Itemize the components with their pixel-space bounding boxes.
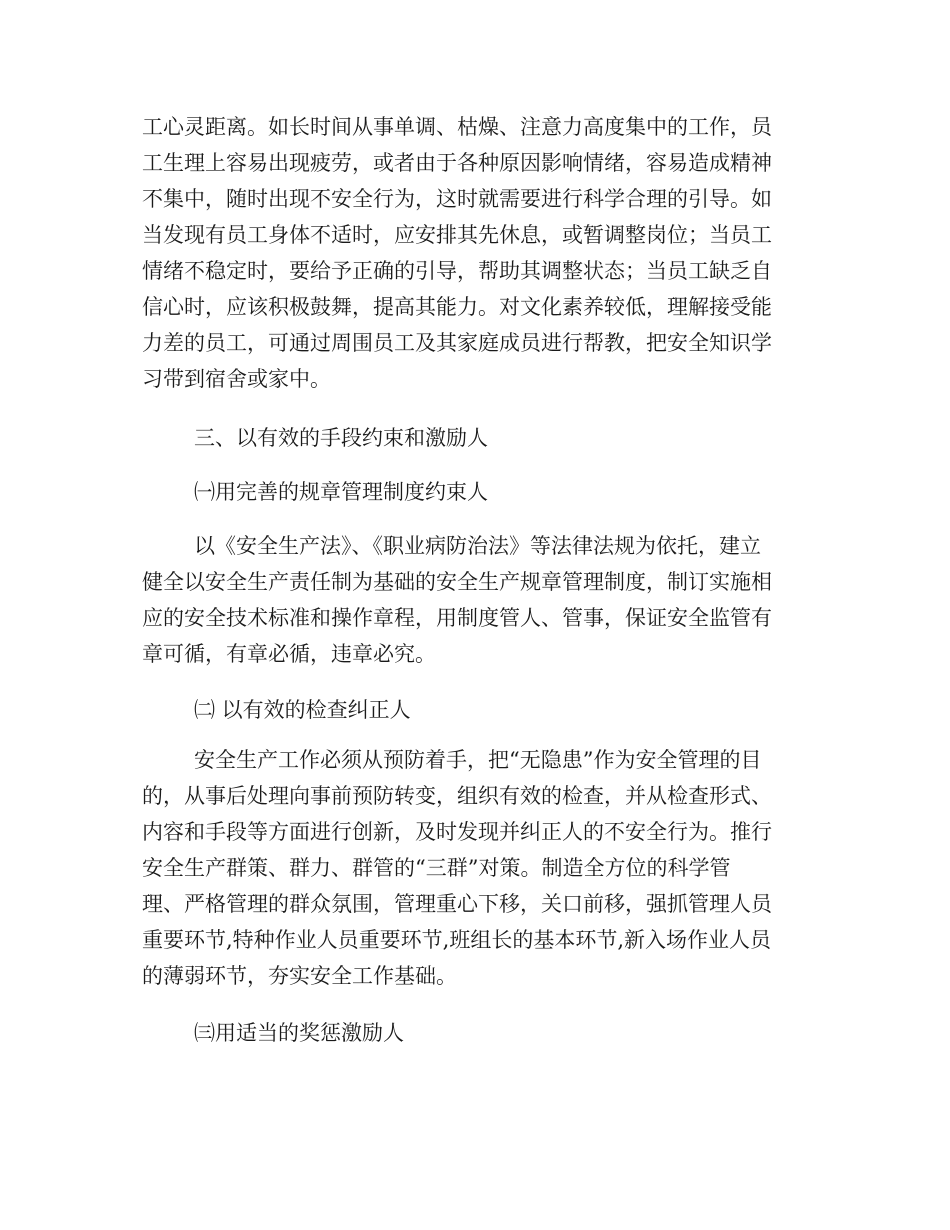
paragraph-3-line-3: 内容和手段等方面进行创新，及时发现并纠正人的不安全行为。推行 <box>142 820 772 844</box>
paragraph-3-line-6: 重要环节,特种作业人员重要环节,班组长的基本环节,新入场作业人员 <box>142 928 772 952</box>
section-heading: 三、以有效的手段约束和激励人 <box>194 426 488 450</box>
paragraph-2-line-1: 以《安全生产法》、《职业病防治法》等法律法规为依托，建立 <box>194 534 761 558</box>
paragraph-1-line-5: 情绪不稳定时，要给予正确的引导，帮助其调整状态；当员工缺乏自 <box>142 259 772 283</box>
paragraph-1-line-3: 不集中，随时出现不安全行为，这时就需要进行科学合理的引导。如 <box>142 187 772 211</box>
paragraph-3-line-2: 的，从事后处理向事前预防转变，组织有效的检查，并从检查形式、 <box>142 784 772 808</box>
paragraph-1-line-1: 工心灵距离。如长时间从事单调、枯燥、注意力高度集中的工作，员 <box>142 115 772 139</box>
paragraph-1-line-8: 习带到宿舍或家中。 <box>142 367 331 391</box>
subheading-3: ㈢用适当的奖惩激励人 <box>194 1021 404 1045</box>
paragraph-2-line-2: 健全以安全生产责任制为基础的安全生产规章管理制度，制订实施相 <box>142 570 772 594</box>
paragraph-1-line-4: 当发现有员工身体不适时，应安排其先休息，或暂调整岗位；当员工 <box>142 223 772 247</box>
paragraph-1-line-2: 工生理上容易出现疲劳，或者由于各种原因影响情绪，容易造成精神 <box>142 151 772 175</box>
paragraph-3-line-4: 安全生产群策、群力、群管的“三群”对策。制造全方位的科学管 <box>142 856 731 880</box>
paragraph-3-line-7: 的薄弱环节，夯实安全工作基础。 <box>142 964 457 988</box>
paragraph-3-line-5: 理、严格管理的群众氛围，管理重心下移，关口前移，强抓管理人员 <box>142 892 772 916</box>
paragraph-2-line-3: 应的安全技术标准和操作章程，用制度管人、管事，保证安全监管有 <box>142 606 772 630</box>
paragraph-2-line-4: 章可循，有章必循，违章必究。 <box>142 642 436 666</box>
paragraph-3-line-1: 安全生产工作必须从预防着手，把“无隐患”作为安全管理的目 <box>194 748 762 772</box>
paragraph-1-line-7: 力差的员工，可通过周围员工及其家庭成员进行帮教，把安全知识学 <box>142 331 772 355</box>
subheading-2: ㈡ 以有效的检查纠正人 <box>194 698 411 722</box>
paragraph-1-line-6: 信心时，应该积极鼓舞，提高其能力。对文化素养较低，理解接受能 <box>142 295 772 319</box>
subheading-1: ㈠用完善的规章管理制度约束人 <box>194 480 488 504</box>
